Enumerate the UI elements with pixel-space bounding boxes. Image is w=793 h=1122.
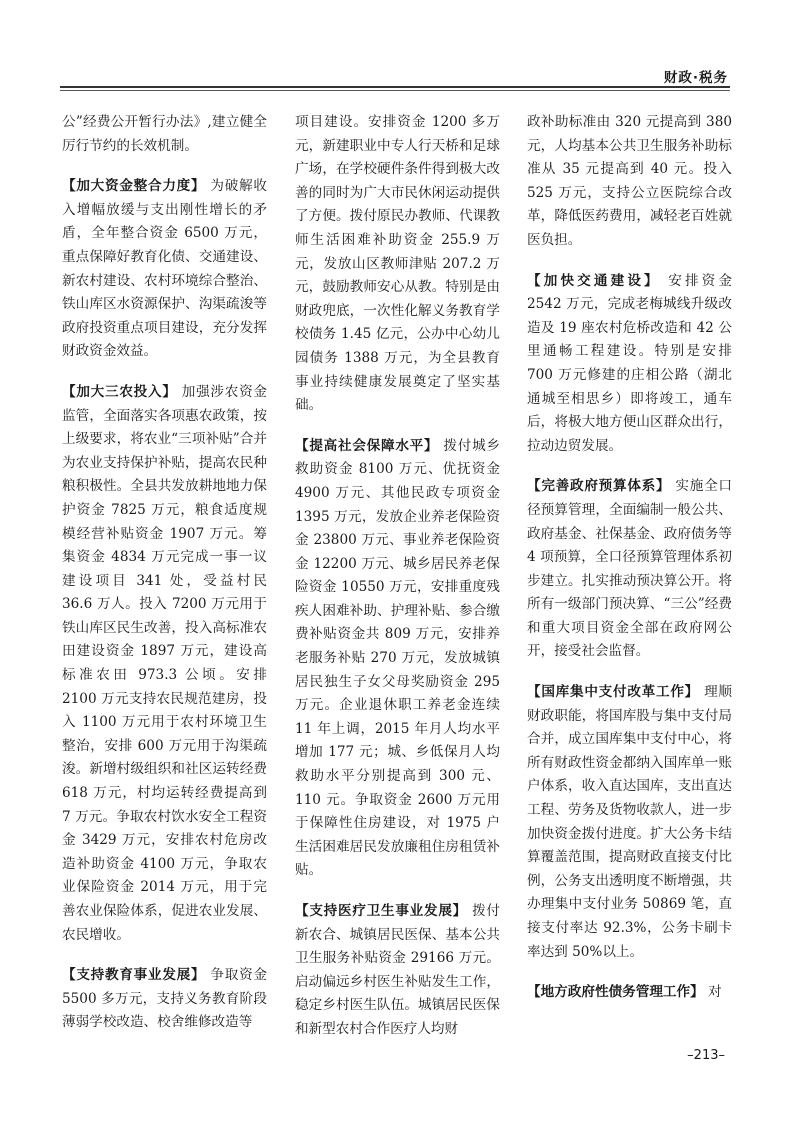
paragraph: 政补助标准由 320 元提高到 380 元，人均基本公共卫生服务补助标准从 35 元提高到 40 元。投入 525 万元，支持公立医院综合改革，降低医药费用，减轻老百姓就医负担。	[527, 114, 732, 248]
paragraph-heading: 【支持医疗卫生事业发展】	[295, 903, 468, 919]
column-1	[62, 111, 267, 1052]
section-label: 财政·税务	[663, 70, 728, 86]
paragraph-heading: 【地方政府性债务管理工作】	[527, 984, 704, 1001]
paragraph-heading: 【加快交通建设】	[527, 272, 661, 289]
paragraph: 【加大三农投入】 加强涉农资金监管，全面落实各项惠农政策，按上级要求，将农业“三项补贴”合并为农业支持保护补贴，提高农民种粮积极性。全县共发放耕地地力保护资金 7825 万元，粮食适度规模经营补贴资金 1907 万元。筹集资金 4834 万元完成一事一议建设项目 341 处，受益村民 36.6 万人。投入 7200 万元用于铁山库区民生改善，投入高标准农田建设资金 1897 万元，建设高标准农田 973.3 公顷。安排 2100 万元支持农民规范建房，投入 1100 万元用于农村环境卫生整治，安排 600 万元用于沟渠疏浚。新增村级组织和社区运转经费 618 万元，村均运转经费提高到 7 万元。争取农村饮水安全工程资金 3429 万元，安排农村危房改造补助资金 4100 万元，争取农业保险资金 2014 万元，用于完善农业保险体系，促进农业发展、农民增收。	[62, 383, 267, 943]
paragraph: 【完善政府预算体系】 实施全口径预算管理，全面编制一般公共、政府基金、社保基金、政府债务等 4 项预算，全口径预算管理体系初步建立。扎实推动预决算公开。将所有一级部门预决算、“三公”经费和重大项目资金全部在政府网公开，接受社会监督。	[527, 478, 733, 660]
paragraph: 公”经费公开暂行办法》,建立健全厉行节约的长效机制。	[62, 114, 267, 154]
column-3	[527, 111, 732, 1022]
paragraph: 【国库集中支付改革工作】 理顺财政职能，将国库股与集中支付局合并，成立国库集中支付中心，将所有财政性资金都纳入国库单一账户体系，收入直达国库，支出直达工程、劳务及货物收款人，进一步加快资金拨付进度。扩大公务卡结算覆盖范围，提高财政直接支付比例，公务支出透明度不断增强，共办理集中支付业务 50869 笔，直接支付率达 92.3%，公务卡刷卡率达到 50%以上。	[527, 684, 733, 960]
header-rule	[60, 86, 730, 88]
paragraph-heading: 【加大资金整合力度】	[62, 178, 206, 195]
paragraph: 【地方政府性债务管理工作】 对	[527, 984, 722, 1001]
page-number: –213–	[687, 1048, 725, 1063]
paragraph-heading: 【提高社会保障水平】	[295, 437, 439, 454]
paragraph-heading: 【支持教育事业发展】	[62, 967, 206, 984]
column-2	[295, 111, 500, 1059]
paragraph: 【加快交通建设】 安排资金 2542 万元，完成老梅城线升级改造及 19 座农村危桥改造和 42 公里通畅工程建设。特别是安排 700 万元修建的庄相公路（湖北通城至相思乡）即将竣工，通车后，将极大地方便山区群众出行，拉动边贸发展。	[527, 272, 732, 454]
header-rule-thin	[60, 90, 730, 91]
paragraph-heading: 【加大三农投入】	[62, 383, 177, 400]
paragraph: 【支持医疗卫生事业发展】 拨付新农合、城镇居民医保、基本公共卫生服务补贴资金 29166 万元。启动偏远乡村医生补贴发生工作，稳定乡村医生队伍。城镇居民医保和新型农村合作医疗人均财	[295, 903, 501, 1037]
paragraph: 【支持教育事业发展】 争取资金 5500 多万元，支持义务教育阶段薄弱学校改造、校舍维修改造等	[62, 967, 268, 1031]
paragraph-heading: 【国库集中支付改革工作】	[527, 684, 700, 701]
paragraph: 【提高社会保障水平】 拨付城乡救助资金 8100 万元、优抚资金 4900 万元、其他民政专项资金 1395 万元，发放企业养老保险资金 23800 万元、事业养老保险资金 12200 万元、城乡居民养老保险资金 10550 万元，安排重度残疾人困难补助、护理补贴、参合缴费补贴资金共 809 万元，安排养老服务补贴 270 万元，发放城镇居民独生子女父母奖励资金 295 万元。企业退休职工养老金连续 11 年上调，2015 年月人均水平增加 177 元；城、乡低保月人均救助水平分别提高到 300 元、110 元。争取资金 2600 万元用于保障性住房建设，对 1975 户生活困难居民发放廉租住房租赁补贴。	[295, 437, 501, 879]
paragraph: 【加大资金整合力度】 为破解收入增幅放缓与支出刚性增长的矛盾，全年整合资金 6500 万元，重点保障好教育化债、交通建设、新农村建设、农村环境综合整治、铁山库区水资源保护、沟渠疏浚等政府投资重点项目建设，充分发挥财政资金效益。	[62, 178, 268, 360]
paragraph: 项目建设。安排资金 1200 多万元，新建职业中专人行天桥和足球广场，在学校硬件条件得到极大改善的同时为广大市民休闲运动提供了方便。拨付原民办教师、代课教师生活困难补助资金 255.9 万元，发放山区教师津贴 207.2 万元，鼓励教师安心从教。特别是由财政兜底，一次性化解义务教育学校债务 1.45 亿元，公办中心幼儿园债务 1388 万元，为全县教育事业持续健康发展奠定了坚实基础。	[295, 114, 500, 414]
paragraph-heading: 【完善政府预算体系】	[527, 478, 671, 495]
